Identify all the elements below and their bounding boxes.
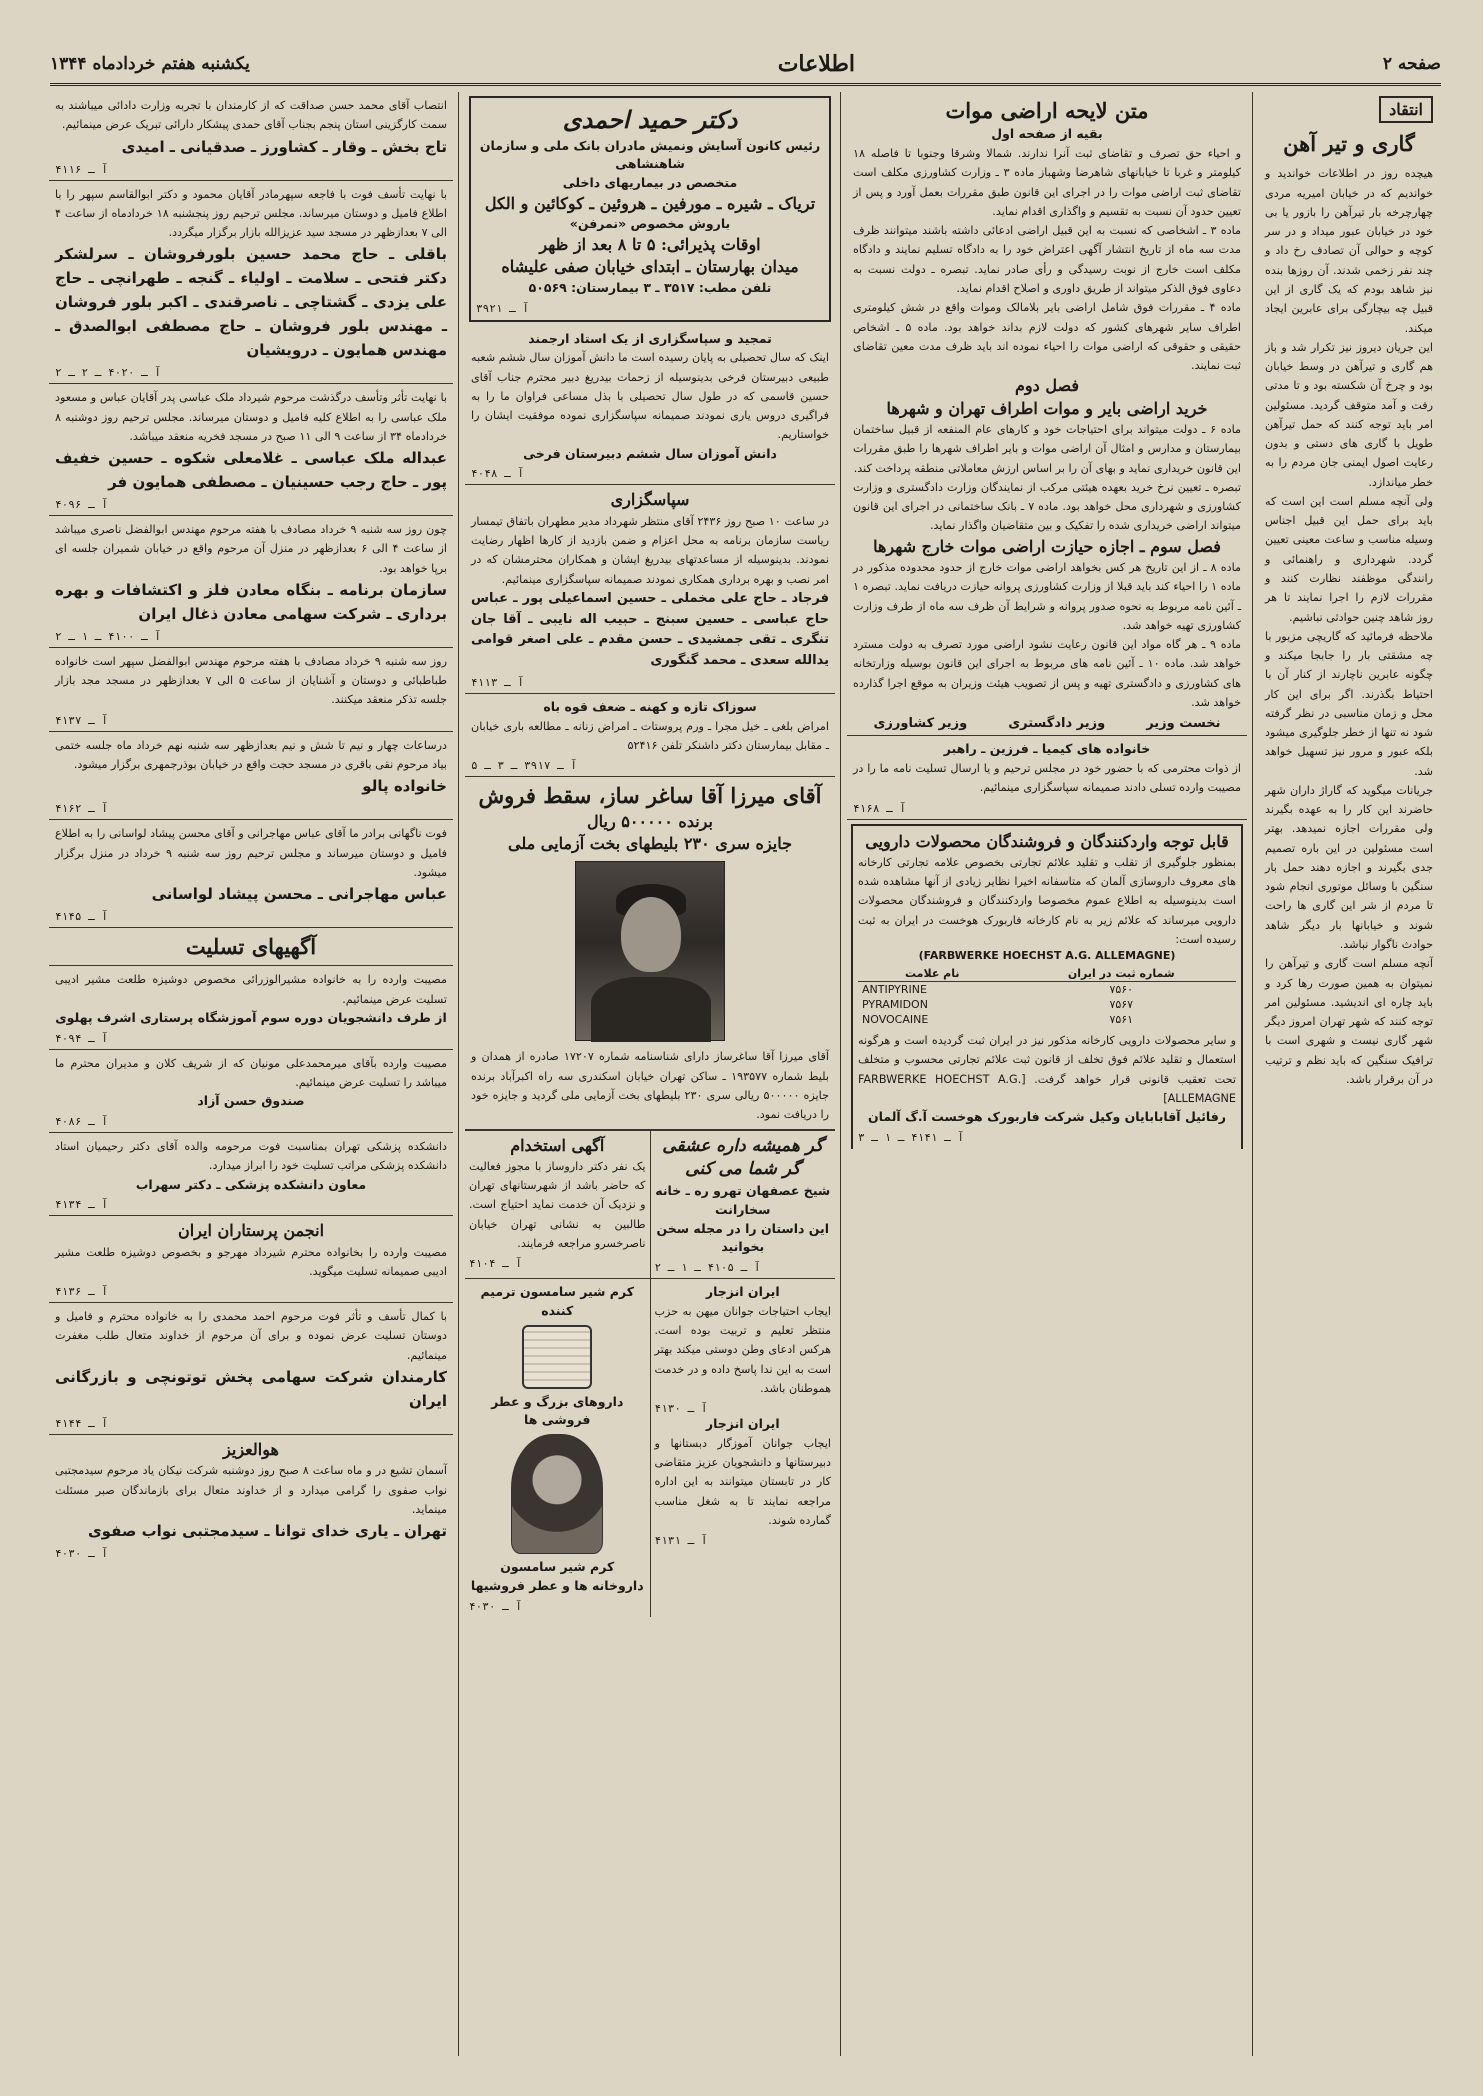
ad-code: آ ـ ۴۱۶۲ [55, 802, 108, 816]
notice-body: روز سه شنبه ۹ خرداد مصادف با هفته مرحوم مهندس ابوالفضل سپهر است خانواده طباطبائی و دوستان و آشنایان از ساعت ۵ الی ۷ بعدازظهر در مسجد مجد بازار جلسه تذکر منعقد میکنند. [55, 654, 447, 707]
pharma-signature: رفائیل آقابابایان وکیل شرکت فاربورک هوخست آ.گ آلمان [868, 1109, 1226, 1125]
column-rule [1252, 92, 1253, 2056]
job-title: ایران انزجار [705, 1284, 780, 1300]
table-cell: ۷۵۶۷ [1109, 998, 1134, 1012]
notice-names: سازمان برنامه ـ بنگاه معادن فلز و اکتشافات و بهره برداری ـ شرکت سهامی معادن ذغال ایران [55, 580, 447, 623]
small-ads-grid [465, 1130, 835, 1279]
law-paragraph: ماده ۶ ـ دولت میتواند برای احتیاجات خود و کارهای عام المنفعه از قبیل ساختمان بیمارستان و مدارس و امثال آن اراضی موات و بایر اطراف شهرها را طبق مقررات این قانون خریداری نماید و بهای آن را بر اساس ارزش معاملاتی منطقه پرداخت کند. [853, 423, 1241, 475]
section-heading: فصل سوم ـ اجازه حیازت اراضی موات خارج شهرها [873, 536, 1221, 556]
doctor-method: باروش مخصوص «نمرفن» [569, 216, 731, 232]
ad-code: آ ـ ۴۱۱۳ [471, 675, 524, 689]
notice-body: درساعات چهار و نیم تا شش و نیم بعدازظهر سه شنبه نهم خرداد ماه جلسه ختمی بیاد مرحوم نقی باقری در مسجد حجت واقع در خیابان بوذرجمهری برگزار میشود. [55, 738, 447, 771]
ad-code: آ ـ ۴۱۶۸ [853, 801, 906, 815]
job-body: ایجاب احتیاجات جوانان میهن به حزب منتظر تعلیم و تربیت بوده است. هرکس ادعای وطن دوستی میکند بهتر است به این ندا پاسخ داده و در خدمت هموطنان باشد. [654, 1304, 831, 1395]
table-row [858, 1012, 1236, 1027]
ad-code: آ ـ ۴۰۹۴ [55, 1031, 108, 1045]
condolence-names: تهران ـ یاری خدای توانا ـ سیدمجتبی نواب صفوی [87, 1522, 447, 1541]
ad-code: آ ـ ۴۰۹۶ [55, 498, 108, 512]
masthead [50, 44, 1441, 86]
notice-body: با نهایت تأسف فوت با فاجعه سپهرمادر آقایان محمود و دکتر ابوالقاسم سپهر را با اطلاع فامیل و دوستان میرساند. مجلس ترحیم روز پنجشنبه ۱۸ خردادماه از ساعت ۴ الی ۷ بعدازظهر در مسجد سید عزیزالله بازار برگزار میگردد. [55, 187, 447, 240]
thanks-title: تمجید و سپاسگزاری از یک استاد ارجمند [528, 330, 772, 346]
notice-names: باقلی ـ حاج محمد حسین بلورفروشان ـ سرلشکر دکتر فتحی ـ سلامت ـ اولیاء ـ گنجه ـ طهرانچی ـ حاج علی یزدی ـ گشتاچی ـ ناصرقندی ـ اکبر بلور فروشان ـ مهندس بلور فروشان ـ حاج مصطفی ابوالصدق ـ مهندس همایون ـ درویشیان [55, 245, 447, 360]
job-title: ایران انزجار [705, 1416, 780, 1432]
ad-code: آ ـ ۴۱۳۱ [654, 1534, 708, 1548]
ad-code: آ ـ ۴۱۰۴ [469, 1257, 522, 1271]
column-ads [465, 92, 835, 2056]
notice-title: خانواده های کیمیا ـ فرزین ـ راهبر [943, 741, 1151, 757]
recruit-body: یک نفر دکتر داروساز با مجوز فعالیت که حاضر باشد از شهرستانهای تهران و نزدیک آن خدمت نماید احتیاج است. طالبین به نشانی تهران خیابان ناصرخسرو مراجعه فرمایند. [469, 1159, 646, 1250]
ad-code: آ ـ ۴۱۳۴ [55, 1198, 108, 1212]
column-rule [458, 92, 459, 2056]
lottery-body: آقای میرزا آقا ساغرساز دارای شناسنامه شماره ۱۷۲۰۷ صادره از همدان و بلیط شماره ۱۹۳۵۷۷ ـ ساکن تهران خیابان اسکندری سه راه اکبرآباد برنده جایزه ۵۰۰۰۰۰ ریالی سری ۲۳۰ بلیطهای بخت آزمایی ملی گردید و جایزه خود را دریافت نمود. [471, 1050, 829, 1122]
ad-code: آ ـ ۴۰۴۸ [471, 467, 524, 481]
small-ad [650, 1279, 836, 1617]
section-heading: فصل دوم [1015, 376, 1079, 396]
doctor-phone: تلفن مطب: ۳۵۱۷ ـ ۳ بیمارستان: ۵۰۵۶۹ [528, 279, 772, 295]
ayat-subtitle: شیخ عصفهان تهرو ره ـ خانه سخارانت [655, 1183, 831, 1217]
notice-body: از ذوات محترمی که با حضور خود در مجلس ترحیم و یا ارسال تسلیت نامه ما را در مصیبت وارده تسلی دادند صمیمانه سپاسگزاری مینمائیم. [853, 761, 1241, 795]
thanks-signature: دانش آموزان سال ششم دبیرستان فرخی [523, 445, 777, 461]
clinic-title: سوزاک تازه و کهنه ـ ضعف قوه باه [543, 698, 757, 714]
ad-code: آ ـ ۳۹۲۱ [476, 301, 529, 315]
signature: نخست وزیر [1146, 716, 1221, 732]
notice-names: تاج بخش ـ وقار ـ کشاورز ـ صدقیانی ـ امیدی [121, 137, 447, 156]
ad-code: آ ـ ۴۱۳۶ [55, 1285, 108, 1299]
recruit-title: آگهی استخدام [510, 1135, 605, 1155]
condolence-body: مصیبت وارده بآقای میرمحمدعلی مونیان که از شریف کلان و مدیران محترم ما میباشد را تسلیت عرض مینمائیم. [55, 1056, 447, 1089]
column-critique [1259, 92, 1439, 2056]
critique-paragraph: این جریان دیروز نیز تکرار شد و باز هم گاری و تیرآهن در وسط خیابان بود و چرخ آن شکسته بود و تا مدتی رفت و آمد متوقف گردید. مسئولین امر باید توجه کنند که حمل تیرآهن طویل با گاری های دستی و بدون رعایت اصول ایمنی جان مردم را به خطر میاندازد. [1265, 340, 1433, 489]
ad-code: آ ـ ۴۱۰۰ ـ ۱ ـ ۲ [55, 629, 161, 643]
critique-paragraph: ولی آنچه مسلم است این است که باید برای حمل این قبیل اجناس وسیله مناسب و ساعت معینی تعیین گردد. شهرداری و راهنمائی و رانندگی موظفند نظارت کنند و مقررات لازم را اجرا نمایند تا هر روز شاهد چنین حوادثی نباشیم. [1265, 494, 1433, 624]
doctor-specialty: متخصص در بیماریهای داخلی [562, 175, 738, 191]
section-subheading: خرید اراضی بایر و موات اطراف تهران و شهرها [886, 398, 1208, 418]
small-ad [650, 1131, 836, 1279]
ad-code: آ ـ ۴۱۳۷ [55, 713, 108, 727]
doctor-hours: اوقات پذیرائی: ۵ تا ۸ بعد از ظهر [539, 234, 761, 254]
law-paragraph: تبصره ـ تعیین نرخ خرید بعهده هیئتی مرکب از نمایندگان وزارت دادگستری و وزارت کشاورزی و شهرداری محل خواهد بود. ماده ۷ ـ بانک ساختمانی در اجرای این قانون میتواند اراضی خریداری شده را تفکیک و بین متقاضیان واگذار نماید. [853, 480, 1241, 533]
critique-paragraph: جریانات میگوید که گاراژ داران شهر حاضرند این کار را به عهده بگیرند ولی مقررات اجازه نمیدهد. بهتر است مسئولین در این باره تصمیم جدی بگیرند و اجازه دهند حمل بار سنگین با وسائل موتوری انجام شود تا مردم از شر این گاری ها راحت شوند و خیابانها بار دیگر شاهد حوادث ناگوار نباشد. [1265, 783, 1433, 952]
ad-code: آ ـ ۴۰۸۶ [55, 1115, 108, 1128]
ad-code: آ ـ ۴۰۳۰ [469, 1599, 522, 1613]
newspaper-title: اطلاعات [777, 50, 856, 77]
notice-body: فوت ناگهانی برادر ما آقای عباس مهاجرانی و آقای محسن پیشاد لواسانی را به اطلاع فامیل و دوستان میرساند و مجلس ترحیم روز سه شنبه ۹ خرداد در منزل برگزار میشود. [55, 827, 447, 879]
section-label: انتقاد [1379, 96, 1433, 123]
small-ad [465, 1279, 650, 1617]
ad-code: آ ـ ۴۰۳۰ [55, 1547, 108, 1561]
law-paragraph: ماده ۹ ـ هر گاه مواد این قانون رعایت نشود اراضی مورد تصرف به دولت مسترد خواهد شد. ماده ۱۰ ـ آئین نامه های مربوط به اجرای این قانون بوسیله وزارتخانه های کشاورزی و دادگستری تهیه و پس از تصویب هیئت وزیران به موقع اجرا گذارده خواهد شد. [853, 638, 1241, 709]
condolence-body: مصیبت وارده را به خانواده مشیرالوزرائی مخصوص دوشیزه طلعت مشیر ادیبی تسلیت عرض مینمائیم. [55, 973, 447, 1006]
issue-date: یکشنبه هفتم خردادماه ۱۳۴۴ [50, 53, 250, 74]
table-cell: PYRAMIDON [862, 998, 928, 1012]
lottery-prize: برنده ۵۰۰۰۰۰ ریال [587, 811, 713, 831]
table-header: نام علامت [858, 966, 1007, 982]
winner-photo [575, 861, 725, 1041]
table-header: شماره ثبت در ایران [1007, 966, 1236, 982]
ayat-note: این داستان را در مجله سخن بخوانید [656, 1220, 830, 1255]
gratitude-body: در ساعت ۱۰ صبح روز ۲۴۳۶ آقای منتظر شهرداد مدیر مطهران باتفاق تیمسار ریاست سازمان برنامه به محل اعزام و ضمن بازدید از کارها اظهار رضایت نمودند. بدینوسیله از مساعدتهای بیدریغ ایشان و همکاران محترمشان که در امر نصب و بهره برداری همکاری نمودند صمیمانه سپاسگزاری مینمائیم. [471, 514, 829, 586]
critique-paragraph: ملاحظه فرمائید که گاریچی مزبور با چه مشقتی بار را جابجا میکند و چگونه عابرین ناچارند از کنار آن با احتیاط بگذرند. اگر برای این کار محل و زمان مناسبی در نظر گرفته شود نه تنها از خطر جلوگیری میشود بلکه عبور و مرور نیز تسهیل خواهد شد. [1265, 629, 1433, 778]
table-cell: ANTIPYRINE [862, 983, 927, 997]
condolence-signature: صندوق حسن آزاد [197, 1093, 305, 1109]
job-body: ایجاب جوانان آموزگار دبستانها و دبیرستانها و دانشجویان عزیز متقاضی کار در تابستان میتوانند به این اداره مراجعه نمایند تا به شغل مناسب گمارده شوند. [654, 1436, 831, 1527]
signature: وزیر کشاورزی [873, 716, 968, 732]
cream-ad-label: کرم شیر سامسون ترمیم کننده [480, 1284, 634, 1318]
doctor-address: میدان بهارستان ـ ابتدای خیابان صفی علیشاه [501, 257, 799, 277]
table-cell: ۷۵۶۱ [1109, 1013, 1134, 1027]
clinic-body: امراض بلغی ـ خیل مجرا ـ ورم پروستات ـ امراض زنانه ـ مطالعه باری خیابان ـ مقابل بیمارستان دکتر داشنکر تلفن ۵۲۴۱۶ [471, 719, 829, 752]
table-row [858, 997, 1236, 1012]
notice-names: خانواده پالو [362, 777, 447, 796]
notice-names: عبداله ملک عباسی ـ غلامعلی شکوه ـ حسین خفیف پور ـ حاج رجب حسینیان ـ مصطفی همایون فر [55, 449, 447, 492]
notice-names: عباس مهاجرانی ـ محسن پیشاد لواسانی [151, 885, 447, 904]
lottery-subtitle: جایزه سری ۲۳۰ بلیطهای بخت آزمایی ملی [508, 834, 792, 854]
pharma-paragraph: بمنظور جلوگیری از تقلب و تقلید علائم تجارتی بخصوص علامه تجارتی کارخانه های معروف داروسازی آلمان که متاسفانه اخیرا نظایر زیادی از آنها مشاهده شده است بدینوسیله به اطلاع عموم مخصوصا واردکنندگان و فروشندگان محصولات دارویی میرساند که علائم زیر به نام کارخانه فاربورک هوخست در ایران به ثبت رسیده است: [858, 855, 1236, 946]
law-paragraph: و احیاء حق تصرف و تقاضای ثبت آنرا ندارند. شمالا وشرقا وجنوبا تا فاصله ۱۸ کیلومتر و غربا تا خیابانهای شاهرضا وشهباز ماده ۳ ـ وزارت کشاورزی مکلف است تقاضای ثبت اراضی موات را در اجرای این قانون طبق مقررات بعمل آورد و پس از تعیین حدود آن نسبت به تقسیم و واگذاری اقدام نماید. [853, 147, 1241, 218]
condolence-title: هوالعزیز [223, 1440, 279, 1459]
small-ads-grid [465, 1278, 835, 1617]
ad-code: آ ـ ۴۱۰۵ ـ ۱ ـ ۲ [654, 1261, 761, 1275]
law-paragraph: ماده ۸ ـ از این تاریخ هر کس بخواهد اراضی موات خارج از حدود محدوده مذکور در ماده ۱ را احیاء کند باید قبلا از وزارت کشاورزی پروانه حیازت دریافت نماید. تبصره ۱ ـ آئین نامه مربوط به نحوه صدور پروانه و شرایط آن ظرف سه ماه از طرف وزارت کشاورزی تهیه خواهد شد. [853, 561, 1241, 632]
trademark-table [858, 966, 1236, 1027]
table-cell: NOVOCAINE [862, 1013, 929, 1027]
continued-note: بقیه از صفحه اول [991, 126, 1103, 142]
critique-paragraph: آنچه مسلم است گاری و تیرآهن را نمیتوان به همین صورت رها کرد و باید چاره ای اندیشید. مسئولین امر توجه کنند که شهر تهران امروز دیگر شهر گاری نیست و شهری است با ترافیک سنگین که باید نظم و ترتیب در آن برقرار باشد. [1265, 957, 1433, 1086]
cream-ad-label: کرم شیر سامسون [500, 1559, 615, 1575]
ad-code: آ ـ ۴۱۴۵ [55, 910, 108, 924]
cream-ad-sub: داروهای بزرگ و عطر فروشی ها [491, 1393, 624, 1428]
gratitude-names: فرجاد ـ حاج علی مخملی ـ حسین اسماعیلی پور ـ عباس حاج عباسی ـ حسین سبنج ـ حبیب اله نایبی ـ آقا جان تنگری ـ تقی جمشیدی ـ حسن مقدم ـ علی اصغر قوامی یدالله سعدی ـ محمد گنگوری [471, 590, 829, 669]
table-row [858, 982, 1236, 998]
condolence-signature: از طرف دانشجویان دوره سوم آموزشگاه پرستاری اشرف پهلوی [55, 1009, 447, 1025]
company-name: (FARBWERKE HOECHST A.G. ALLEMAGNE) [918, 949, 1176, 963]
law-headline: متن لایحه اراضی موات [945, 98, 1149, 123]
doctor-treatments: تریاک ـ شیره ـ مورفین ـ هروئین ـ کوکائین و الکل [484, 193, 816, 213]
ad-code: آ ـ ۴۱۳۰ [654, 1402, 708, 1416]
ad-code: آ ـ ۳۹۱۷ ـ ۳ ـ ۵ [471, 759, 577, 773]
page-number: صفحه ۲ [1382, 53, 1441, 74]
condolence-title: انجمن پرستاران ایران [177, 1221, 325, 1241]
notice-body: انتصاب آقای محمد حسن صداقت که از کارمندان با تجربه وزارت دادائی میباشند به سمت کارگزینی استان پنجم بجناب آقای حمدی پیشکار دارائی تبریک عرض مینمائیم. [55, 99, 447, 132]
doctor-title: رئیس کانون آسایش ونمیش مادران بانک ملی و سازمان شاهنشاهی [479, 137, 821, 172]
woman-portrait-illustration [511, 1434, 603, 1554]
thanks-body: اینک که سال تحصیلی به پایان رسیده است ما دانش آموزان سال ششم شعبه طبیعی دبیرستان فرخی بدینوسیله از زحمات بیدریغ دبیر محترم جناب آقای حسین قاسمی که در طول سال تحصیلی با بذل مساعی فراوان ما را به فراگیری دروس یاری نمودند صمیمانه سپاسگزاری نموده موفقیت ایشان را خواستاریم. [471, 351, 829, 442]
condolence-body: آسمان تشیع در و ماه ساعت ۸ صبح روز دوشنبه شرکت نیکان یاد مرحوم سیدمجتبی نواب صفوی را گرامی میدارد و از خداوند متعال برای بازماندگان صبر مسئلت مینماید. [55, 1464, 447, 1516]
column-law [847, 92, 1247, 2056]
column-notices [49, 92, 453, 2056]
pharma-headline: قابل توجه واردکنندگان و فروشندگان محصولات دارویی [865, 831, 1229, 851]
ad-code: آ ـ ۴۱۴۱ ـ ۱ ـ ۳ [858, 1131, 964, 1145]
ad-code: آ ـ ۴۰۲۰ ـ ۲ ـ ۲ [55, 366, 161, 380]
condolence-signature: معاون دانشکده پزشکی ـ دکتر سهراب [135, 1176, 367, 1192]
column-rule [840, 92, 841, 2056]
lottery-headline: آقای میرزا آقا ساغر ساز، سقط فروش [478, 783, 822, 809]
ad-code: آ ـ ۴۱۴۴ [55, 1417, 108, 1430]
cream-jar-illustration [522, 1325, 592, 1389]
cream-ad-sub: داروخانه ها و عطر فروشیها [470, 1577, 644, 1593]
condolence-names: کارمندان شرکت سهامی پخش توتونچی و بازرگانی ایران [55, 1368, 447, 1410]
notice-body: چون روز سه شنبه ۹ خرداد مصادف با هفته مرحوم مهندس ابوالفضل ناصری میباشد از ساعت ۴ الی ۶ بعدازظهر در منزل آن مرحوم واقع در خیابان شمیران جلسه ای برپا خواهد بود. [55, 523, 447, 575]
condolence-body: مصیبت وارده را بخانواده محترم شیرداد مهرجو و بخصوص دوشیزه طلعت مشیر ادیبی صمیمانه تسلیت میگوید. [55, 1245, 447, 1278]
gratitude-title: سپاسگزاری [610, 490, 690, 510]
table-cell: ۷۵۶۰ [1109, 983, 1134, 997]
critique-paragraph: هیچده روز در اطلاعات خواندید و خواندیم که در خیابان امیریه مردی چهارچرخه بار تیرآهن را بازور یا بی خود در خیابان عبور میداد و در سر کوچه و حوالی آن تصادف رخ داد و چند نفر زخمی شدند. آن روزها بنده نیز شاهد بودم که یک گاری از این قبیل چه بیچارگی برای عابرین ایجاد میکند. [1265, 167, 1433, 335]
pharma-paragraph: و سایر محصولات دارویی کارخانه مذکور نیز در ایران ثبت گردیده است و هرگونه استعمال و تقلید علائم فوق تخلف از قانون ثبت علائم تجارتی محسوب و متخلف تحت تعقیب قانونی قرار خواهد گرفت. [FARBWERKE HOECHST A.G. ALLEMAGNE] [858, 1034, 1236, 1106]
signature: وزیر دادگستری [1008, 716, 1106, 732]
critique-headline: گاری و تیر آهن [1283, 131, 1415, 156]
ad-code: آ ـ ۴۱۱۶ [55, 162, 108, 176]
law-paragraph: ماده ۳ ـ اشخاصی که نسبت به این قبیل اراضی ادعائی داشته باشند میتوانند ظرف مدت سه ماه از تاریخ انتشار آگهی اعتراض خود را به دادگاه تسلیم نمایند و دادگاه مکلف است خارج از نوبت رسیدگی و رأی صادر نماید. تبصره ـ دولت نسبت به دعاوی فوق الذکر میتواند از طریق داوری و اصلاح اقدام نماید. [853, 224, 1241, 295]
signatures [853, 716, 1241, 731]
condolence-body: با کمال تأسف و تأثر فوت مرحوم احمد محمدی را به خانواده محترم و فامیل و دوستان تسلیت عرض نموده و برای آن مرحوم از خداوند متعال طلب مغفرت مینمائیم. [55, 1310, 447, 1362]
law-paragraph: ماده ۴ ـ مقررات فوق شامل اراضی بایر بلامالک وموات واقع در شش کیلومتری اطراف سایر شهرهای کشور که دولت لازم بداند خواهد بود. ماده ۵ ـ اشخاص حقیقی و حقوقی که اراضی موات را احیاء نموده اند باید ظرف مدت معین تقاضای ثبت نمایند. [853, 301, 1242, 373]
condolence-section-title: آگهیهای تسلیت [185, 934, 317, 960]
ayat-script: گر همیشه داره عشقی گر شما می کنی [662, 1135, 824, 1180]
notice-body: با نهایت تأثر وتأسف درگذشت مرحوم شیرداد ملک عباسی پدر آقایان عباس و مسعود ملک عباسی را به اطلاع کلیه فامیل و دوستان میرساند. مجلس ترحیم روز دوشنبه ۸ خردادماه ۳۴ از ساعت ۹ الی ۱۱ صبح در مسجد فخریه منعقد میباشد. [55, 391, 447, 443]
doctor-name: دکتر حمید احمدی [562, 105, 738, 134]
condolence-body: دانشکده پزشکی تهران بمناسبت فوت مرحومه والده آقای دکتر رحیمیان استاد دانشکده پزشکی مراتب تسلیت خود را ابراز میدارد. [55, 1140, 447, 1173]
small-ad [465, 1131, 650, 1279]
